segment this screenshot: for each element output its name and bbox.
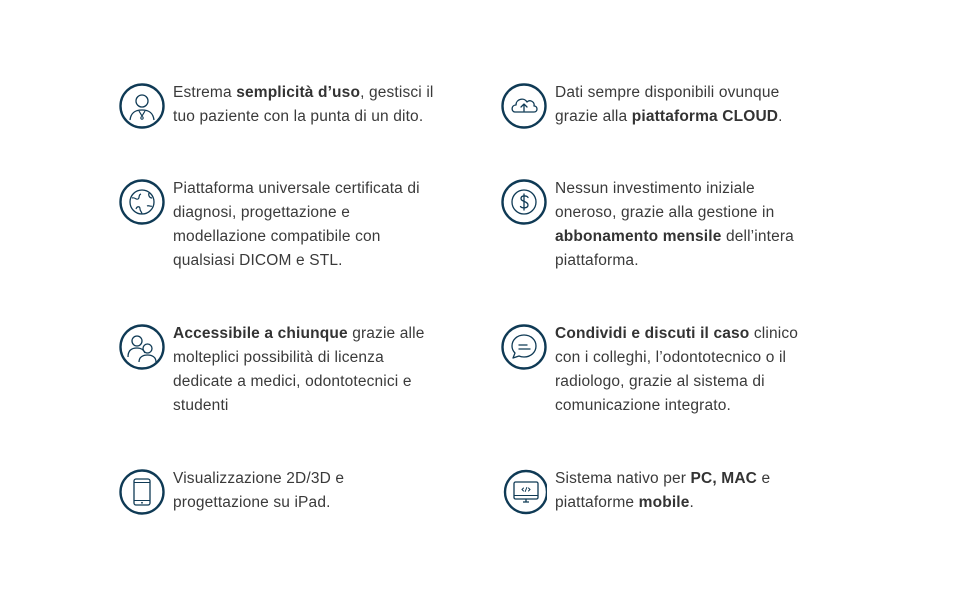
feature-text: Estrema semplicità d’uso, gestisci il tuo paziente con la punta di un dito. bbox=[173, 84, 434, 125]
chat-icon bbox=[501, 324, 547, 370]
feature-native-system bbox=[501, 469, 817, 515]
feature-ipad bbox=[119, 469, 441, 515]
feature-share-discuss bbox=[501, 324, 817, 418]
feature-text: Condividi e discuti il caso clinico con i colleghi, l’odontotecnico o il radiologo, grazie al sistema di comunicazione integrato. bbox=[555, 325, 798, 414]
feature-subscription bbox=[501, 179, 817, 273]
users-icon bbox=[119, 324, 165, 370]
feature-text: Sistema nativo per PC, MAC e piattaforme mobile. bbox=[555, 470, 771, 511]
cloud-upload-icon bbox=[501, 83, 547, 129]
feature-ease-of-use bbox=[119, 83, 441, 129]
patient-icon bbox=[119, 83, 165, 129]
feature-accessible bbox=[119, 324, 441, 418]
feature-text: Dati sempre disponibili ovunque grazie alla piattaforma CLOUD. bbox=[555, 84, 783, 125]
desktop-code-icon bbox=[501, 469, 547, 515]
feature-cloud bbox=[501, 83, 817, 129]
feature-text: Accessibile a chiunque grazie alle molteplici possibilità di licenza dedicate a medici, odontotecnici e studenti bbox=[173, 325, 425, 414]
dollar-icon bbox=[501, 179, 547, 225]
feature-text: Nessun investimento iniziale oneroso, grazie alla gestione in abbonamento mensile dell’intera piattaforma. bbox=[555, 180, 794, 269]
feature-text: Visualizzazione 2D/3D e progettazione su iPad. bbox=[173, 470, 345, 511]
tablet-icon bbox=[119, 469, 165, 515]
feature-universal-platform bbox=[119, 179, 441, 273]
globe-icon bbox=[119, 179, 165, 225]
feature-text: Piattaforma universale certificata di diagnosi, progettazione e modellazione compatibile con qualsiasi DICOM e STL. bbox=[173, 180, 420, 269]
